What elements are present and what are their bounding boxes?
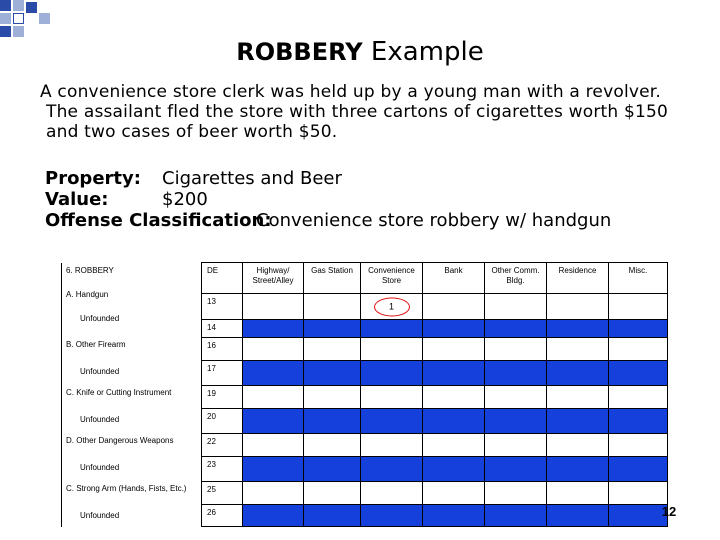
col-heading: Gas Station [304,263,361,294]
row-label: C. Knife or Cutting Instrument [62,386,202,409]
table-cell [243,505,304,527]
description-line: A convenience store clerk was held up by a young man with a revolver. [40,82,662,102]
table-cell [243,457,304,482]
row-code: 26 [202,505,243,527]
table-cell [547,409,609,434]
table-cell [361,434,423,457]
row-label: Unfounded [62,505,202,527]
title-bold: ROBBERY [236,38,363,66]
table-cell [609,457,668,482]
table-cell [243,361,304,386]
table-cell [304,482,361,505]
row-code: 14 [202,320,243,338]
table-cell [361,409,423,434]
row-label: Unfounded [62,361,202,386]
table-cell [609,361,668,386]
table-cell [485,457,547,482]
col-heading: Bank [423,263,485,294]
table-cell [304,409,361,434]
scenario-description [40,82,690,142]
table-cell [609,294,668,320]
de-heading: DE [202,263,243,294]
table-cell [423,294,485,320]
page-number: 12 [661,504,677,519]
row-code: 13 [202,294,243,320]
table-cell [423,505,485,527]
table-cell [361,320,423,338]
table-cell [609,482,668,505]
table-cell [485,434,547,457]
table-cell [361,457,423,482]
value-amount: $200 [162,189,208,210]
table-cell [609,386,668,409]
table-cell [361,338,423,361]
table-cell [423,386,485,409]
table-row [62,409,668,434]
table-cell [609,320,668,338]
table-cell [423,320,485,338]
table-cell [609,409,668,434]
table-cell [361,482,423,505]
row-label: Unfounded [62,314,202,332]
table-cell [547,338,609,361]
table-cell [423,457,485,482]
row-code: 22 [202,434,243,457]
page-title [0,36,720,68]
row-label: A. Handgun [62,288,202,314]
table-cell [304,338,361,361]
table-cell [547,361,609,386]
row-code: 20 [202,409,243,434]
table-cell [485,320,547,338]
table-cell [243,409,304,434]
table-row [62,434,668,457]
table-cell [361,505,423,527]
table-cell [243,294,304,320]
table-cell [304,386,361,409]
table-cell [547,482,609,505]
table-cell [547,386,609,409]
table-cell [304,294,361,320]
row-code: 23 [202,457,243,482]
table-cell [243,320,304,338]
table-cell [609,338,668,361]
table-cell [547,457,609,482]
col-heading: Residence [547,263,609,294]
row-label: Unfounded [62,409,202,434]
table-cell [304,361,361,386]
table-cell [361,294,423,320]
title-rest: Example [362,37,484,67]
table-cell [304,457,361,482]
table-row [62,386,668,409]
table-row [62,361,668,386]
value-label: Value: [45,189,109,210]
row-label: D. Other Dangerous Weapons [62,434,202,457]
marked-count: 1 [374,297,410,316]
table-cell [423,338,485,361]
col-heading: Convenience Store [361,263,423,294]
table-cell [485,386,547,409]
row-label: Unfounded [62,457,202,482]
table-cell [361,386,423,409]
table-cell [547,294,609,320]
property-value: Cigarettes and Beer [162,168,342,189]
row-label: C. Strong Arm (Hands, Fists, Etc.) [62,482,202,505]
row-code: 19 [202,386,243,409]
table-cell [423,361,485,386]
table-cell [361,361,423,386]
table-cell [485,338,547,361]
description-line: The assailant fled the store with three cartons of cigarettes worth $150 [46,102,669,122]
table-cell [485,361,547,386]
table-cell [485,409,547,434]
description-line: and two cases of beer worth $50. [46,122,338,142]
table-cell [485,482,547,505]
row-code: 16 [202,338,243,361]
row-code: 25 [202,482,243,505]
table-row [62,482,668,505]
table-cell [547,505,609,527]
table-cell [243,386,304,409]
table-cell [485,505,547,527]
table-cell [423,482,485,505]
table-cell [485,294,547,320]
table-cell [304,434,361,457]
table-row [62,320,668,338]
table-row [62,505,668,527]
table-cell [547,434,609,457]
table-cell [304,320,361,338]
table-cell [304,505,361,527]
table-cell [243,482,304,505]
col-heading: Misc. [609,263,668,294]
property-label: Property: [45,168,141,189]
table-cell [243,338,304,361]
table-cell [423,409,485,434]
col-heading: Other Comm. Bldg. [485,263,547,294]
table-cell [547,320,609,338]
table-row [62,457,668,482]
offense-label: Offense Classification: [45,210,272,231]
table-cell [243,434,304,457]
table-cell [423,434,485,457]
row-code: 17 [202,361,243,386]
col-heading: Highway/ Street/Alley [243,263,304,294]
robbery-classification-table [61,262,668,527]
table-row [62,338,668,361]
offense-value: Convenience store robbery w/ handgun [256,210,612,231]
offense-heading: 6. ROBBERY [62,263,202,294]
row-label: B. Other Firearm [62,338,202,361]
table-cell [609,434,668,457]
